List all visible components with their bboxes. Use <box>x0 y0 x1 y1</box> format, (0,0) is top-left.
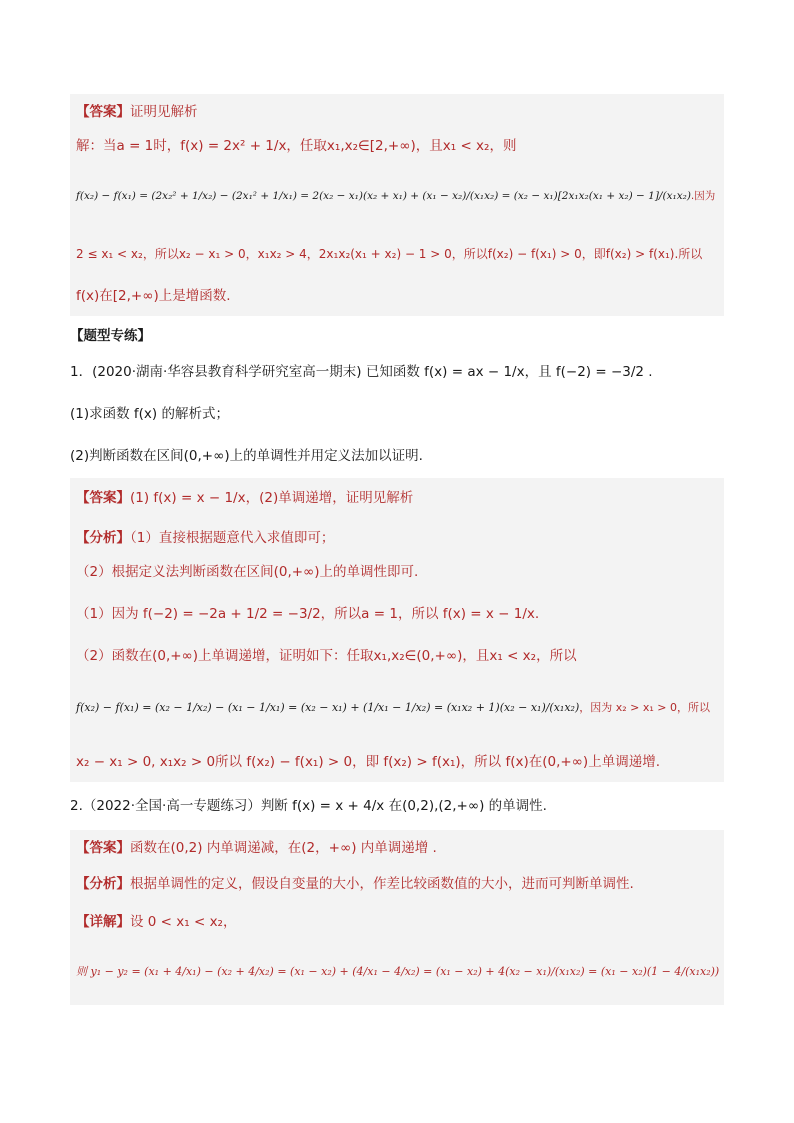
answer-text: 证明见解析 <box>130 104 198 120</box>
problem-2-detail-1 <box>76 912 236 932</box>
problem-1-analysis-1 <box>76 528 334 548</box>
solution-step-formula <box>76 186 715 206</box>
answer-tag: 【答案】 <box>76 840 130 856</box>
problem-1-q2: (2)判断函数在区间(0,+∞)上的单调性并用定义法加以证明. <box>70 448 423 464</box>
analysis-tag: 【分析】 <box>76 530 130 546</box>
problem-1-analysis-2: （2）根据定义法判断函数在区间(0,+∞)上的单调性即可. <box>76 564 419 580</box>
problem-1-answer <box>76 488 413 508</box>
problem-2-detail-formula <box>76 962 719 982</box>
analysis-text: （1）直接根据题意代入求值即可； <box>130 530 335 546</box>
problem-2-stem: 2.（2022·全国·高一专题练习）判断 f(x) = x + 4/x 在(0,2),(2,+∞) 的单调性. <box>70 798 547 814</box>
analysis-text: 根据单调性的定义，假设自变量的大小，作差比较函数值的大小，进而可判断单调性. <box>130 876 634 892</box>
detail-formula-tail: ，因为 x₂ > x₁ > 0，所以 <box>579 701 711 714</box>
answer-tag: 【答案】 <box>76 104 130 120</box>
step-tail: .因为 <box>690 190 716 202</box>
detail-formula: 则 y₁ − y₂ = (x₁ + 4/x₁) − (x₂ + 4/x₂) = (x₁ − x₂) + (4/x₁ − 4/x₂) = (x₁ − x₂) + 4(x₂ − x₁)/(x₁x₂) = (x₁ − x₂)(1 − 4/(x₁x₂)) <box>76 965 720 978</box>
answer-1-line <box>76 102 198 122</box>
problem-1-detail-2: （2）函数在(0,+∞)上单调递增，证明如下：任取x₁,x₂∈(0,+∞)，且x₁ < x₂，所以 <box>76 648 577 664</box>
detail-tag: 【详解】 <box>76 914 130 930</box>
problem-1-detail-formula <box>76 698 710 718</box>
answer-text: 函数在(0,2) 内单调递减，在(2，+∞) 内单调递增 . <box>130 840 437 856</box>
section-title: 【题型专练】 <box>70 328 151 344</box>
step-formula: f(x₂) − f(x₁) = (2x₂² + 1/x₂) − (2x₁² + 1/x₁) = 2(x₂ − x₁)(x₂ + x₁) + (x₁ − x₂)/(x₁x₂) = (x₂ − x₁)[2x₁x₂(x₁ + x₂) − 1]/(x₁x₂) <box>76 190 691 202</box>
solution-intro: 解：当a = 1时，f(x) = 2x² + 1/x，任取x₁,x₂∈[2,+∞)，且x₁ < x₂，则 <box>76 138 517 154</box>
problem-1-detail-1: （1）因为 f(−2) = −2a + 1/2 = −3/2，所以a = 1，所以 f(x) = x − 1/x. <box>76 606 540 622</box>
problem-2-analysis <box>76 874 634 894</box>
solution-reason: 2 ≤ x₁ < x₂，所以x₂ − x₁ > 0，x₁x₂ > 4，2x₁x₂(x₁ + x₂) − 1 > 0，所以f(x₂) − f(x₁) > 0，即f(x₂) > f(x₁).所以 <box>76 247 703 261</box>
analysis-tag: 【分析】 <box>76 876 130 892</box>
problem-2-answer <box>76 838 437 858</box>
detail-text: 设 0 < x₁ < x₂， <box>130 914 237 930</box>
detail-formula: f(x₂) − f(x₁) = (x₂ − 1/x₂) − (x₁ − 1/x₁) = (x₂ − x₁) + (1/x₁ − 1/x₂) = (x₁x₂ + 1)(x₂ − x₁)/(x₁x₂) <box>76 701 580 714</box>
solution-conclusion: f(x)在[2,+∞)上是增函数. <box>76 288 231 304</box>
problem-1-stem: 1．(2020·湖南·华容县教育科学研究室高一期末) 已知函数 f(x) = ax − 1/x，且 f(−2) = −3/2 . <box>70 364 653 380</box>
answer-text: (1) f(x) = x − 1/x，(2)单调递增，证明见解析 <box>130 490 414 506</box>
problem-1-q1: (1)求函数 f(x) 的解析式； <box>70 406 229 422</box>
problem-1-answer-block <box>70 478 724 782</box>
answer-tag: 【答案】 <box>76 490 130 506</box>
problem-1-detail-3: x₂ − x₁ > 0, x₁x₂ > 0所以 f(x₂) − f(x₁) > 0，即 f(x₂) > f(x₁)，所以 f(x)在(0,+∞)上单调递增. <box>76 754 660 770</box>
